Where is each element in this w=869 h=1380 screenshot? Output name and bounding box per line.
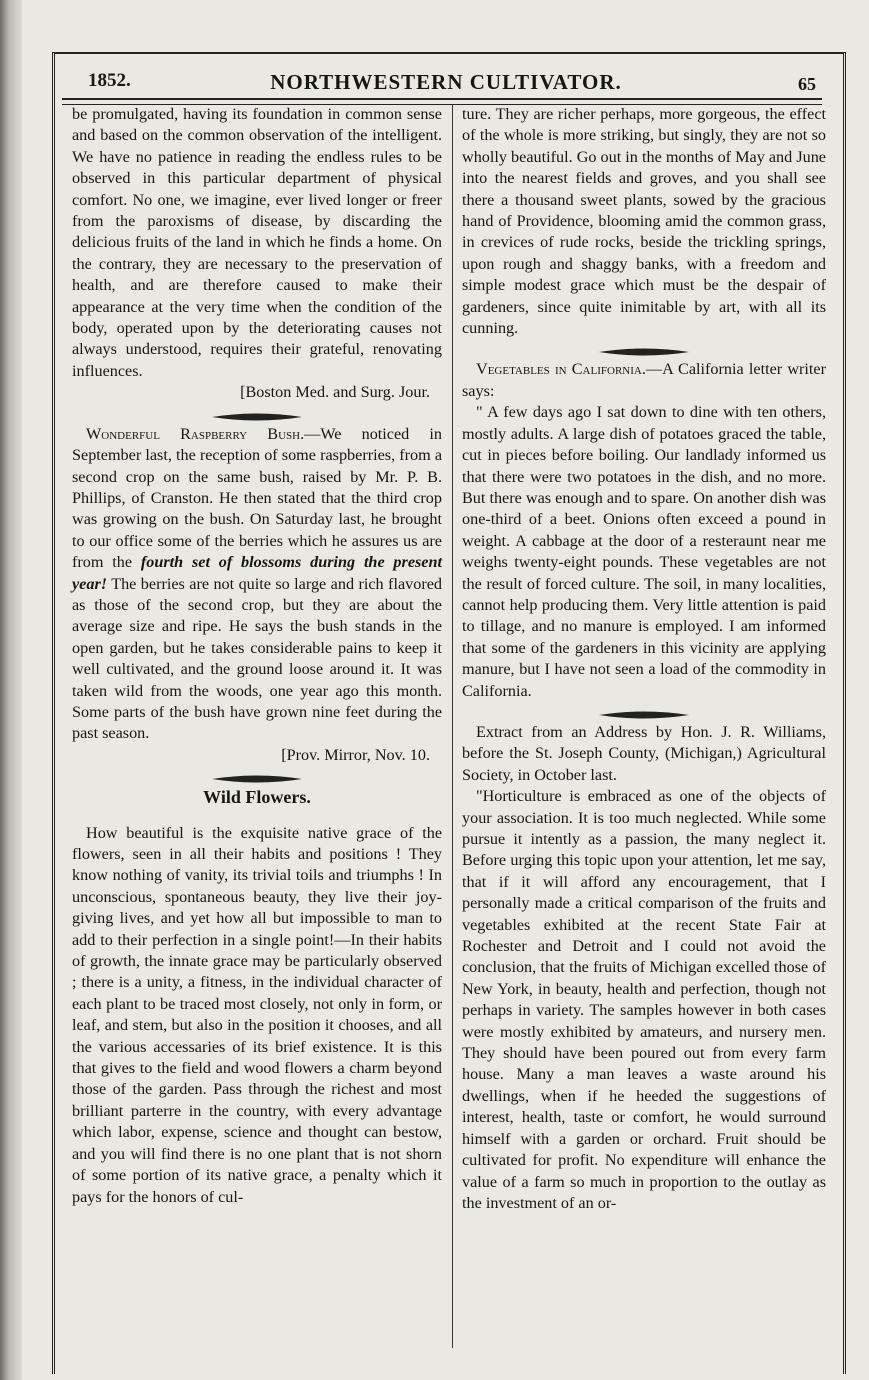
article-fruit-health-text: be promulgated, having its foundation in common sense and based on the common observation of the intelligent. We have no patience in reading the endless rules to be observed in this particular department of physical comfort. No one, we imagine, ever lived longer or freer from the paroxisms of disease, by discarding the delicious fruits of the land in which he finds a home. On the contrary, they are necessary to the preservation of health, and are therefore caused to make their appearance at the very time when the condition of the body, operated upon by the deteriorating causes not always understood, requires their grateful, renovating influences. <box>72 105 442 380</box>
right-column <box>462 104 826 1214</box>
article-horticulture-address: "Horticulture is embraced as one of the objects of your association. It is too much neglected. While some pursue it intently as a passion, the many neglect it. Before urging this topic upon your attention, let me say, that if it will afford any encouragement, that I personally made a critical comparison of the fruits and vegetables exhibited at the recent State Fair at Rochester and Detroit and I could not avoid the conclusion, that the fruits of Michigan excelled those of New York, in beauty, health and perfection, though not perhaps in variety. The samples however in both cases were mostly exhibited by amateurs, and nursery men. They should have been poured out from every farm house. Many a man leaves a waste around his dwellings, when if he heeded the suggestions of interest, health, taste or comfort, he would surround himself with a garden or orchard. Fruit should be cultivated for profit. No expenditure will enhance the value of a farm so much in proportion to the outlay as the investment of an or- <box>462 787 826 1212</box>
page-header <box>58 70 834 100</box>
raspberry-text-a: —We noticed in September last, the reception of some raspberries, from a second crop on the same bush, raised by Mr. P. B. Phillips, of Cranston. He then stated that the third crop was growing on the bush. On Saturday last, he brought to our office some of the berries which he assures us are from the <box>72 424 442 572</box>
raspberry-text-b: The berries are not quite so large and rich flavored as those of the second crop, but they are about the average size and ripe. He says the bush stands in the open garden, but he takes considerable pains to keep it well cultivated, and the ground loose around it. It was taken wild from the woods, one year ago this month. Some parts of the bush have grown nine feet during the past season. <box>72 574 442 743</box>
left-column <box>72 104 442 1208</box>
raspberry-title: Wonderful Raspberry Bush. <box>86 424 305 443</box>
column-divider <box>452 104 453 1348</box>
address-title: Extract from an Address by Hon. J. R. Williams, before the St. Joseph County, (Michigan,) Agricultural Society, in October last. <box>462 722 826 784</box>
header-title: NORTHWESTERN CULTIVATOR. <box>270 70 622 94</box>
header-year: 1852. <box>88 70 131 91</box>
ornament-divider-icon <box>72 769 442 783</box>
ornament-divider-icon <box>462 342 826 356</box>
ornament-divider-icon <box>462 705 826 719</box>
wild-flowers-heading: Wild Flowers. <box>203 787 311 808</box>
article-vegetables-california <box>462 359 826 402</box>
raspberry-emphasis: fourth set of blossoms during the present year! <box>72 553 442 593</box>
vegetables-title: Vegetables in California. <box>476 360 646 379</box>
vegetables-intro: —A California letter writer says: <box>462 360 826 400</box>
article-raspberry-bush <box>72 424 442 745</box>
ornament-divider-icon <box>72 407 442 421</box>
vegetables-quote: " A few days ago I sat down to dine with ten others, mostly adults. A large dish of potatoes graced the table, cut in pieces before boiling. Our landlady informed us that there were two potatoes in the dish, and no more. But there was enough and to spare. On another dish was one-third of a beet. Onions often exceed a pound in weight. A cabbage at the door of a resteraunt near me weighs twenty-eight pounds. These vegetables are not the result of forced culture. The soil, in many localities, cannot help producing them. Very little attention is paid to tillage, and no manure is employed. I am informed that some of the gardeners in this vicinity are applying manure, but I have not seen a load of the commodity in California. <box>462 403 826 700</box>
header-page-number: 65 <box>798 74 816 94</box>
source-boston-med: [Boston Med. and Surg. Jour. <box>240 383 430 402</box>
article-wild-flowers: How beautiful is the exquisite native grace of the flowers, seen in all their habits and positions ! They know nothing of vanity, its trivial toils and triumphs ! In unconscious, spontaneous beauty, they live their joy-giving lives, and yet how all but impossible to man to add to their perfection in a single point!—In their habits of growth, the innate grace may be particularly observed ; there is a unity, a fitness, in the individual character of each plant to be traced most closely, not only in form, or leaf, and stem, but also in the position it chooses, and all the various accessaries of its brief existence. It is this that gives to the field and wood flowers a charm beyond those of the garden. Pass through the richest and most brilliant parterre in the country, with every advantage which labor, expense, science and thought can bestow, and you will find there is no one plant that is not shorn of some portion of its native grace, a penalty which it pays for the honors of cul- <box>72 823 442 1206</box>
wild-flowers-continued: ture. They are richer perhaps, more gorgeous, the effect of the whole is more striking, but singly, they are not so wholly beautiful. Go out in the months of May and June into the nearest fields and groves, and you shall see there a thousand sweet plants, sowed by the gracious hand of Providence, blooming amid the common grass, in crevices of rude rocks, beside the trickling springs, upon rough and shaggy banks, with a freedom and simple modest grace which must be the despair of gardeners, since quite inimitable by art, with all its cunning. <box>462 105 826 338</box>
book-spine-shadow <box>0 0 22 1380</box>
source-prov-mirror: [Prov. Mirror, Nov. 10. <box>281 745 430 764</box>
